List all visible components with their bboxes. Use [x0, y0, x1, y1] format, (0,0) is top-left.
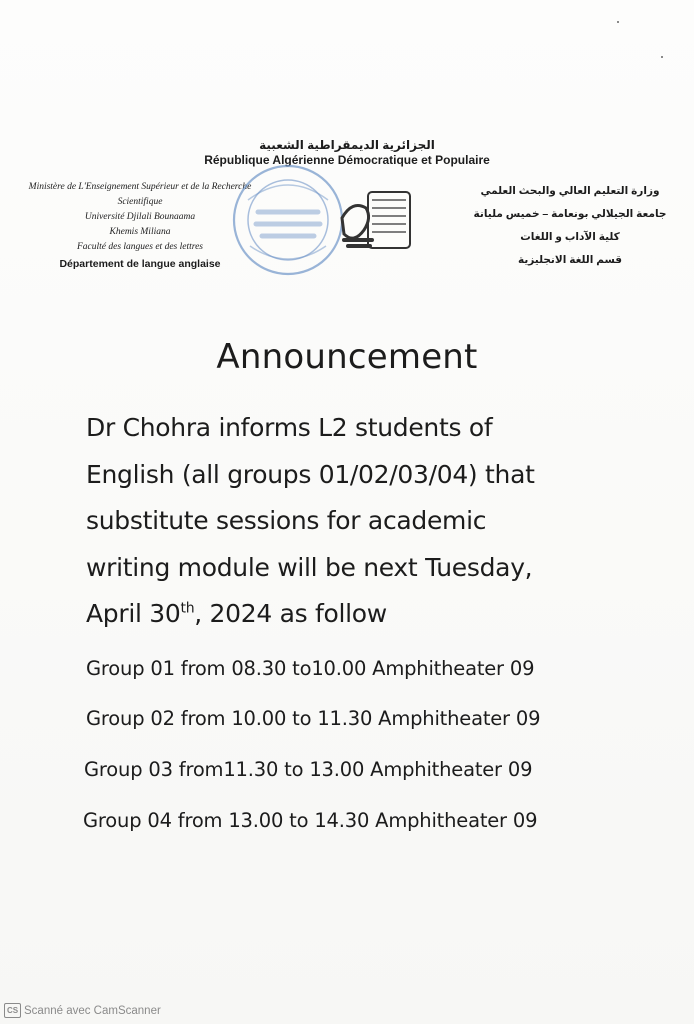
- department-stamp-icon: [228, 160, 348, 280]
- ministry-block-french: [20, 180, 260, 272]
- faculty-name-arabic: كلية الآداب و اللغات: [520, 231, 620, 243]
- department-name-arabic: قسم اللغة الانجليزية: [517, 254, 623, 266]
- ministry-block-arabic: [470, 180, 670, 272]
- camscanner-icon: CS: [4, 1003, 21, 1018]
- ministry-line: Ministère de L'Enseignement Supérieur et de la Recherche: [28, 182, 252, 192]
- body-line-date: [86, 591, 654, 638]
- ministry-line-continued: Scientifique: [117, 197, 163, 207]
- body-line: writing module will be next Tuesday,: [86, 552, 533, 582]
- date-prefix: April 30: [86, 599, 181, 628]
- group-03-schedule: Group 03 from11.30 to 13.00 Amphitheater 09: [84, 758, 533, 781]
- university-city: Khemis Miliana: [109, 227, 171, 237]
- date-suffix: , 2024 as follow: [194, 599, 387, 628]
- camscanner-watermark: [4, 1003, 161, 1018]
- arabic-republic-heading: الجزائرية الديمقراطية الشعبية: [259, 138, 435, 152]
- group-04-schedule: Group 04 from 13.00 to 14.30 Amphitheater 09: [83, 809, 538, 832]
- university-logo-icon: [338, 188, 418, 254]
- french-republic-heading: République Algérienne Démocratique et Populaire: [204, 153, 490, 167]
- body-line: substitute sessions for academic: [86, 506, 487, 535]
- announcement-body: [86, 405, 654, 638]
- university-name: Université Djilali Bounaama: [84, 212, 196, 222]
- ministry-line-arabic: وزارة التعليم العالي والبحث العلمي: [480, 185, 660, 197]
- university-name-arabic: جامعة الجيلالي بونعامة – خميس مليانة: [473, 208, 667, 220]
- faculty-name: Faculté des langues et des lettres: [76, 242, 204, 252]
- scan-specks: [0, 0, 694, 80]
- watermark-text: Scanné avec CamScanner: [24, 1004, 161, 1017]
- department-name: Département de langue anglaise: [59, 258, 221, 270]
- group-02-schedule: Group 02 from 10.00 to 11.30 Amphitheater 09: [86, 707, 541, 730]
- body-line: English (all groups 01/02/03/04) that: [86, 459, 535, 489]
- body-line: Dr Chohra informs L2 students of: [86, 413, 493, 442]
- date-ordinal: th: [180, 600, 195, 617]
- group-01-schedule: Group 01 from 08.30 to10.00 Amphitheater 09: [86, 657, 535, 680]
- announcement-title: Announcement: [216, 337, 478, 377]
